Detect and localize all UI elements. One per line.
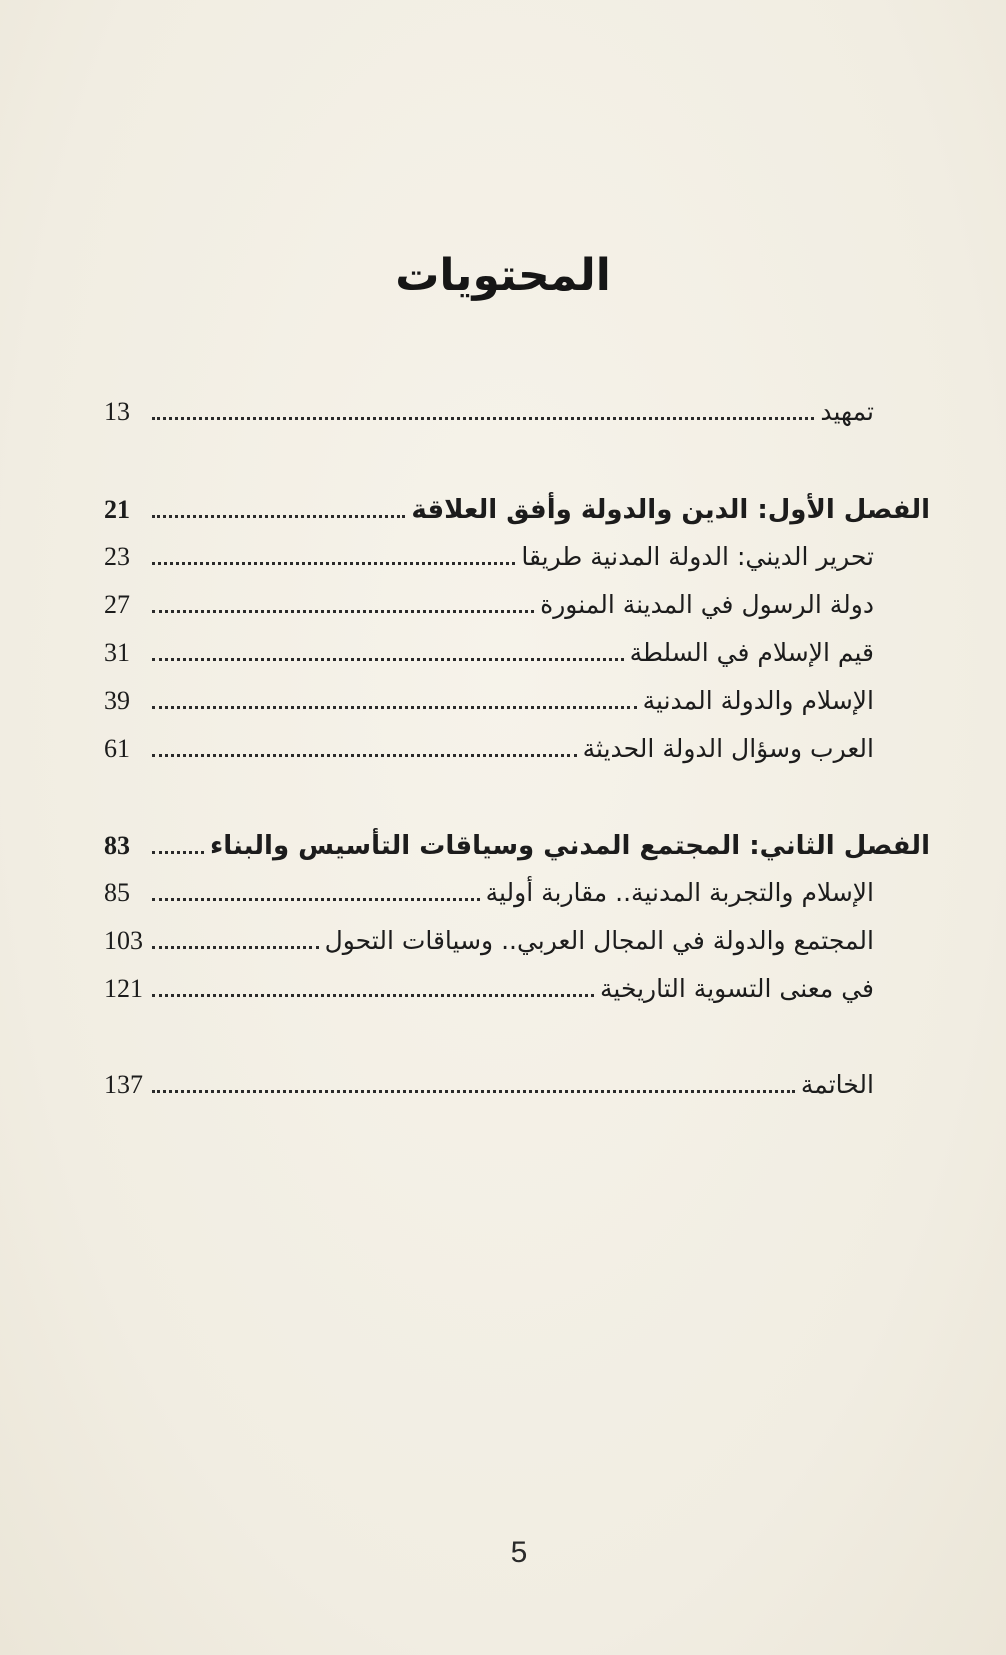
toc-entry xyxy=(104,969,874,1009)
page-title: المحتويات xyxy=(395,250,611,301)
leader-dots xyxy=(152,970,594,997)
toc-entry xyxy=(104,873,874,913)
toc-entry-label: المجتمع والدولة في المجال العربي.. وسياقات التحول xyxy=(324,926,874,955)
toc-entry-page: 13 xyxy=(104,397,130,426)
toc-entry-page: 27 xyxy=(104,590,130,619)
leader-dots xyxy=(152,634,624,661)
toc-entry-label: قيم الإسلام في السلطة xyxy=(629,638,874,667)
leader-dots xyxy=(152,922,319,949)
toc-entry xyxy=(104,633,874,673)
toc-entry-label: الفصل الأول: الدين والدولة وأفق العلاقة xyxy=(411,495,930,525)
toc-entry-chapter-2 xyxy=(104,826,930,866)
toc-entry-label: الإسلام والدولة المدنية xyxy=(642,686,874,715)
toc-entry-conclusion xyxy=(104,1065,874,1105)
toc-entry-label: دولة الرسول في المدينة المنورة xyxy=(540,590,874,619)
leader-dots xyxy=(152,827,204,854)
toc-entry xyxy=(104,681,874,721)
leader-dots xyxy=(152,393,814,420)
toc-entry-page: 85 xyxy=(104,878,130,907)
toc-entry-label: في معنى التسوية التاريخية xyxy=(600,974,874,1003)
leader-dots xyxy=(152,682,637,709)
toc-entry-label: الإسلام والتجربة المدنية.. مقاربة أولية xyxy=(485,878,874,907)
leader-dots xyxy=(152,538,515,565)
toc-entry-label: العرب وسؤال الدولة الحديثة xyxy=(582,734,874,763)
toc-entry-preface xyxy=(104,392,874,432)
leader-dots xyxy=(152,874,480,901)
leader-dots xyxy=(152,730,577,757)
leader-dots xyxy=(152,1066,795,1093)
toc-entry-page: 39 xyxy=(104,686,130,715)
page-number: 5 xyxy=(510,1536,528,1569)
toc-entry-label: تحرير الديني: الدولة المدنية طريقا xyxy=(521,542,874,571)
toc-entry-page: 103 xyxy=(104,926,143,955)
toc-entry-page: 21 xyxy=(104,495,130,524)
toc-entry-page: 137 xyxy=(104,1070,143,1099)
toc-entry xyxy=(104,921,874,961)
toc-entry-page: 23 xyxy=(104,542,130,571)
toc-entry xyxy=(104,537,874,577)
toc-entry-label: الفصل الثاني: المجتمع المدني وسياقات التأسيس والبناء xyxy=(209,831,930,861)
toc-entry-page: 83 xyxy=(104,831,130,860)
toc-entry-label: تمهيد xyxy=(820,397,874,426)
toc-entry-label: الخاتمة xyxy=(800,1070,874,1099)
toc-entry xyxy=(104,729,874,769)
leader-dots xyxy=(152,586,534,613)
toc-entry-chapter-1 xyxy=(104,490,930,530)
toc-entry-page: 31 xyxy=(104,638,130,667)
toc-entry-page: 61 xyxy=(104,734,130,763)
leader-dots xyxy=(152,491,405,518)
toc-entry-page: 121 xyxy=(104,974,143,1003)
toc-entry xyxy=(104,585,874,625)
